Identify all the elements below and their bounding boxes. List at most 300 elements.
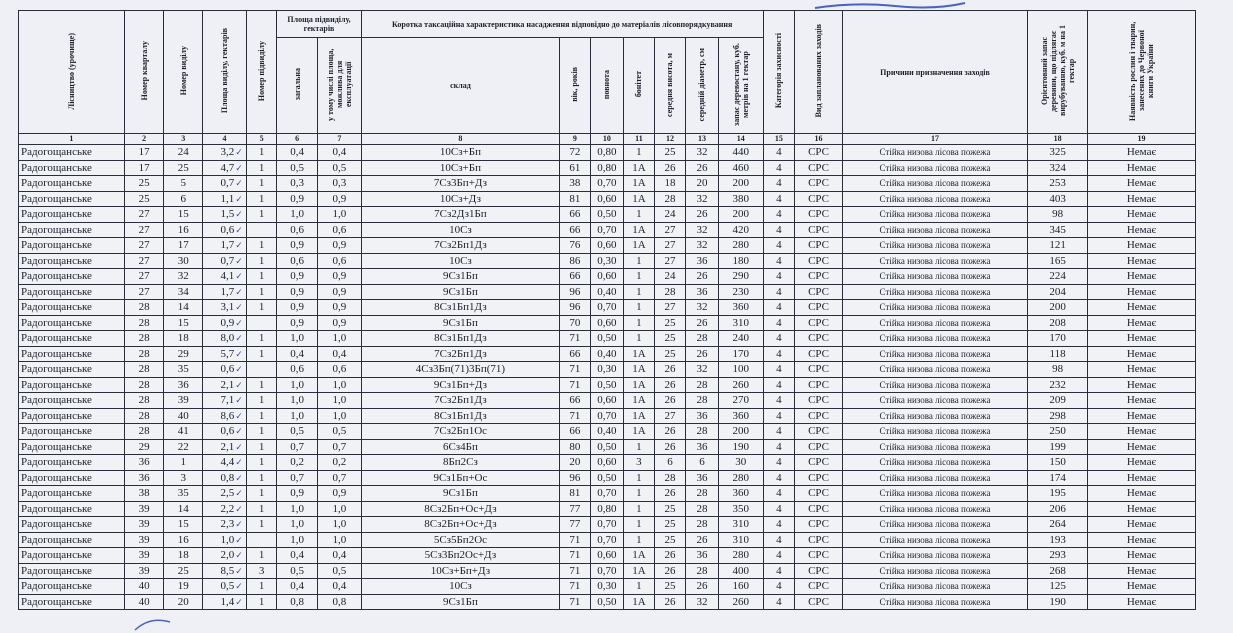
cell-age: 71	[560, 579, 591, 595]
check-mark-icon: ✓	[235, 519, 243, 530]
check-mark-icon: ✓	[235, 271, 243, 282]
cell-composition: 10Сз+Бп	[361, 160, 559, 176]
cell-mean-diameter: 32	[686, 300, 719, 316]
cell-forestry: Радогощанське	[19, 563, 125, 579]
table-row	[19, 269, 1196, 285]
cell-measure: СРС	[795, 393, 843, 409]
cell-sub-area-usable: 0,9	[318, 284, 362, 300]
cell-stock: 190	[718, 439, 763, 455]
cell-compartment: 25	[164, 160, 203, 176]
table-row	[19, 191, 1196, 207]
cell-mean-diameter: 32	[686, 191, 719, 207]
cell-forestry: Радогощанське	[19, 424, 125, 440]
cell-sub-area-total: 0,9	[277, 315, 318, 331]
cell-approx-stock: 206	[1028, 501, 1088, 517]
cell-compartment: 20	[164, 594, 203, 610]
check-mark-icon: ✓	[235, 395, 243, 406]
cell-sub-area-usable: 0,9	[318, 300, 362, 316]
cell-bonitet: 1А	[624, 160, 655, 176]
cell-quarter: 39	[124, 517, 164, 533]
cell-approx-stock: 199	[1028, 439, 1088, 455]
cell-mean-height: 24	[654, 207, 686, 223]
area-value: 8,0	[220, 332, 235, 345]
cell-subcompartment: 1	[246, 579, 277, 595]
cell-composition: 7Сз2Бп1Дз	[361, 393, 559, 409]
cell-compartment: 29	[164, 346, 203, 362]
cell-composition: 8Сз2Бп+Ос+Дз	[361, 501, 559, 517]
column-number: 16	[795, 134, 843, 145]
cell-compartment: 41	[164, 424, 203, 440]
cell-sub-area-usable: 0,5	[318, 563, 362, 579]
check-mark-icon: ✓	[235, 348, 243, 359]
cell-mean-diameter: 36	[686, 408, 719, 424]
col-header-compartment: Номер виділу	[164, 11, 203, 134]
cell-protection-category: 4	[763, 176, 795, 192]
cell-bonitet: 1	[624, 253, 655, 269]
check-mark-icon: ✓	[235, 147, 243, 158]
cell-composition: 7Сз2Бп1Ос	[361, 424, 559, 440]
cell-compartment: 5	[164, 176, 203, 192]
cell-mean-diameter: 36	[686, 548, 719, 564]
cell-age: 77	[560, 517, 591, 533]
cell-reason: Стійка низова лісова пожежа	[842, 145, 1027, 161]
cell-stock: 460	[718, 160, 763, 176]
cell-mean-diameter: 26	[686, 315, 719, 331]
cell-subcompartment: 1	[246, 408, 277, 424]
area-value: 2,1	[220, 440, 235, 453]
cell-mean-height: 24	[654, 269, 686, 285]
cell-approx-stock: 253	[1028, 176, 1088, 192]
cell-protection-category: 4	[763, 191, 795, 207]
cell-bonitet: 1	[624, 300, 655, 316]
area-value: 4,1	[220, 270, 235, 283]
cell-approx-stock: 298	[1028, 408, 1088, 424]
cell-mean-height: 25	[654, 315, 686, 331]
cell-quarter: 17	[124, 160, 164, 176]
check-mark-icon: ✓	[235, 503, 243, 514]
column-number: 7	[318, 134, 362, 145]
cell-mean-height: 26	[654, 424, 686, 440]
cell-sub-area-total: 0,4	[277, 548, 318, 564]
cell-age: 77	[560, 501, 591, 517]
cell-subcompartment: 1	[246, 501, 277, 517]
cell-sub-area-usable: 1,0	[318, 377, 362, 393]
column-number: 9	[560, 134, 591, 145]
col-header-mean-height: середня висота, м	[654, 38, 686, 134]
cell-compartment: 1	[164, 455, 203, 471]
cell-sub-area-total: 0,4	[277, 346, 318, 362]
cell-subcompartment: 1	[246, 176, 277, 192]
cell-reason: Стійка низова лісова пожежа	[842, 362, 1027, 378]
cell-composition: 7Сз2Бп1Дз	[361, 238, 559, 254]
cell-age: 71	[560, 377, 591, 393]
table-row	[19, 408, 1196, 424]
cell-reason: Стійка низова лісова пожежа	[842, 238, 1027, 254]
cell-forestry: Радогощанське	[19, 377, 125, 393]
cell-forestry: Радогощанське	[19, 176, 125, 192]
cell-approx-stock: 209	[1028, 393, 1088, 409]
cell-mean-height: 6	[654, 455, 686, 471]
cell-mean-diameter: 32	[686, 222, 719, 238]
cell-age: 66	[560, 424, 591, 440]
cell-density: 0,30	[590, 253, 624, 269]
col-header-planned-measures: Вид запланованих заходів	[795, 11, 843, 134]
cell-approx-stock: 125	[1028, 579, 1088, 595]
area-value: 0,6	[220, 223, 235, 236]
cell-sub-area-total: 0,6	[277, 253, 318, 269]
cell-density: 0,60	[590, 548, 624, 564]
cell-density: 0,70	[590, 300, 624, 316]
cell-area	[203, 424, 247, 440]
cell-sub-area-usable: 0,9	[318, 191, 362, 207]
cell-quarter: 27	[124, 238, 164, 254]
cell-bonitet: 1	[624, 331, 655, 347]
cell-reason: Стійка низова лісова пожежа	[842, 253, 1027, 269]
cell-bonitet: 1	[624, 532, 655, 548]
cell-sub-area-usable: 0,2	[318, 455, 362, 471]
table-row	[19, 315, 1196, 331]
cell-mean-height: 25	[654, 517, 686, 533]
column-number: 15	[763, 134, 795, 145]
cell-compartment: 6	[164, 191, 203, 207]
cell-composition: 9Сз1Бп	[361, 284, 559, 300]
cell-subcompartment: 1	[246, 548, 277, 564]
cell-bonitet: 1А	[624, 408, 655, 424]
cell-forestry: Радогощанське	[19, 253, 125, 269]
cell-quarter: 28	[124, 393, 164, 409]
cell-area	[203, 284, 247, 300]
cell-density: 0,50	[590, 470, 624, 486]
cell-mean-height: 28	[654, 284, 686, 300]
cell-forestry: Радогощанське	[19, 408, 125, 424]
check-mark-icon: ✓	[235, 426, 243, 437]
cell-protection-category: 4	[763, 160, 795, 176]
cell-bonitet: 1А	[624, 594, 655, 610]
cell-reason: Стійка низова лісова пожежа	[842, 269, 1027, 285]
cell-measure: СРС	[795, 331, 843, 347]
column-number: 18	[1028, 134, 1088, 145]
cell-stock: 200	[718, 424, 763, 440]
cell-forestry: Радогощанське	[19, 191, 125, 207]
cell-mean-diameter: 28	[686, 331, 719, 347]
area-value: 1,1	[220, 192, 235, 205]
cell-bonitet: 1	[624, 145, 655, 161]
cell-quarter: 17	[124, 145, 164, 161]
cell-approx-stock: 293	[1028, 548, 1088, 564]
cell-compartment: 35	[164, 362, 203, 378]
cell-protection-category: 4	[763, 579, 795, 595]
column-number: 3	[164, 134, 203, 145]
cell-age: 96	[560, 300, 591, 316]
table-row	[19, 160, 1196, 176]
cell-area	[203, 176, 247, 192]
cell-sub-area-total: 0,9	[277, 486, 318, 502]
cell-forestry: Радогощанське	[19, 548, 125, 564]
cell-area	[203, 517, 247, 533]
cell-sub-area-total: 0,8	[277, 594, 318, 610]
cell-mean-diameter: 32	[686, 238, 719, 254]
cell-mean-height: 18	[654, 176, 686, 192]
cell-mean-diameter: 28	[686, 424, 719, 440]
col-header-approx-stock: Орієнтовний запас деревини, що підлягає вирубуванню, куб. м на 1 гектар	[1028, 11, 1088, 134]
cell-density: 0,80	[590, 160, 624, 176]
cell-mean-diameter: 26	[686, 160, 719, 176]
cell-reason: Стійка низова лісова пожежа	[842, 548, 1027, 564]
cell-stock: 280	[718, 470, 763, 486]
cell-forestry: Радогощанське	[19, 346, 125, 362]
column-number: 19	[1088, 134, 1196, 145]
cell-measure: СРС	[795, 470, 843, 486]
check-mark-icon: ✓	[235, 472, 243, 483]
cell-protection-category: 4	[763, 470, 795, 486]
cell-sub-area-total: 1,0	[277, 377, 318, 393]
cell-bonitet: 1А	[624, 238, 655, 254]
cell-area	[203, 579, 247, 595]
cell-sub-area-total: 0,9	[277, 284, 318, 300]
cell-measure: СРС	[795, 532, 843, 548]
cell-reason: Стійка низова лісова пожежа	[842, 501, 1027, 517]
cell-bonitet: 1А	[624, 424, 655, 440]
cell-mean-diameter: 32	[686, 145, 719, 161]
col-header-sub-area-total: загальна	[277, 38, 318, 134]
cell-compartment: 15	[164, 315, 203, 331]
cell-measure: СРС	[795, 238, 843, 254]
area-value: 2,0	[220, 549, 235, 562]
cell-reason: Стійка низова лісова пожежа	[842, 284, 1027, 300]
cell-bonitet: 1А	[624, 393, 655, 409]
cell-mean-height: 27	[654, 238, 686, 254]
cell-composition: 8Сз1Бп1Дз	[361, 331, 559, 347]
cell-age: 71	[560, 408, 591, 424]
area-value: 0,6	[220, 425, 235, 438]
check-mark-icon: ✓	[235, 255, 243, 266]
cell-measure: СРС	[795, 269, 843, 285]
cell-protection-category: 4	[763, 532, 795, 548]
area-value: 2,1	[220, 378, 235, 391]
col-header-mean-diameter: середній діаметр, см	[686, 38, 719, 134]
cell-approx-stock: 268	[1028, 563, 1088, 579]
cell-sub-area-total: 0,2	[277, 455, 318, 471]
cell-stock: 310	[718, 517, 763, 533]
cell-density: 0,30	[590, 362, 624, 378]
cell-quarter: 27	[124, 269, 164, 285]
cell-stock: 180	[718, 253, 763, 269]
cell-density: 0,70	[590, 408, 624, 424]
cell-compartment: 15	[164, 207, 203, 223]
cell-density: 0,50	[590, 594, 624, 610]
cell-quarter: 27	[124, 222, 164, 238]
cell-quarter: 28	[124, 362, 164, 378]
cell-mean-height: 25	[654, 346, 686, 362]
cell-stock: 100	[718, 362, 763, 378]
cell-approx-stock: 190	[1028, 594, 1088, 610]
area-value: 2,3	[220, 518, 235, 531]
cell-mean-diameter: 20	[686, 176, 719, 192]
cell-area	[203, 439, 247, 455]
cell-area	[203, 548, 247, 564]
cell-red-book: Немає	[1088, 486, 1196, 502]
cell-forestry: Радогощанське	[19, 501, 125, 517]
cell-sub-area-total: 0,4	[277, 579, 318, 595]
cell-mean-height: 25	[654, 145, 686, 161]
area-value: 7,1	[220, 394, 235, 407]
column-number: 17	[842, 134, 1027, 145]
cell-bonitet: 1А	[624, 362, 655, 378]
cell-approx-stock: 170	[1028, 331, 1088, 347]
cell-protection-category: 4	[763, 207, 795, 223]
cell-forestry: Радогощанське	[19, 284, 125, 300]
col-header-density: повнота	[590, 38, 624, 134]
table-row	[19, 424, 1196, 440]
cell-reason: Стійка низова лісова пожежа	[842, 207, 1027, 223]
cell-compartment: 18	[164, 548, 203, 564]
cell-composition: 4Сз3Бп(71)3Бп(71)	[361, 362, 559, 378]
cell-quarter: 28	[124, 300, 164, 316]
cell-mean-diameter: 28	[686, 393, 719, 409]
cell-subcompartment: 1	[246, 207, 277, 223]
cell-subcompartment	[246, 222, 277, 238]
cell-quarter: 39	[124, 532, 164, 548]
area-value: 1,4	[220, 595, 235, 608]
cell-forestry: Радогощанське	[19, 269, 125, 285]
cell-protection-category: 4	[763, 145, 795, 161]
cell-red-book: Немає	[1088, 439, 1196, 455]
column-number: 4	[203, 134, 247, 145]
cell-age: 71	[560, 594, 591, 610]
cell-reason: Стійка низова лісова пожежа	[842, 377, 1027, 393]
cell-density: 0,50	[590, 331, 624, 347]
cell-area	[203, 191, 247, 207]
cell-subcompartment: 1	[246, 145, 277, 161]
cell-approx-stock: 98	[1028, 362, 1088, 378]
cell-quarter: 36	[124, 455, 164, 471]
cell-quarter: 40	[124, 594, 164, 610]
cell-red-book: Немає	[1088, 408, 1196, 424]
cell-reason: Стійка низова лісова пожежа	[842, 408, 1027, 424]
cell-measure: СРС	[795, 207, 843, 223]
cell-area	[203, 501, 247, 517]
cell-quarter: 28	[124, 408, 164, 424]
cell-mean-diameter: 36	[686, 470, 719, 486]
check-mark-icon: ✓	[235, 317, 243, 328]
cell-stock: 280	[718, 238, 763, 254]
cell-reason: Стійка низова лісова пожежа	[842, 331, 1027, 347]
cell-density: 0,70	[590, 517, 624, 533]
cell-stock: 440	[718, 145, 763, 161]
cell-sub-area-usable: 1,0	[318, 393, 362, 409]
cell-stock: 290	[718, 269, 763, 285]
cell-sub-area-usable: 0,6	[318, 222, 362, 238]
cell-stock: 170	[718, 346, 763, 362]
cell-subcompartment: 1	[246, 594, 277, 610]
cell-red-book: Немає	[1088, 594, 1196, 610]
cell-sub-area-total: 0,6	[277, 362, 318, 378]
cell-sub-area-usable: 1,0	[318, 517, 362, 533]
cell-age: 80	[560, 439, 591, 455]
cell-approx-stock: 224	[1028, 269, 1088, 285]
cell-red-book: Немає	[1088, 579, 1196, 595]
table-row	[19, 579, 1196, 595]
cell-subcompartment: 1	[246, 160, 277, 176]
cell-subcompartment: 1	[246, 331, 277, 347]
cell-red-book: Немає	[1088, 315, 1196, 331]
cell-protection-category: 4	[763, 300, 795, 316]
cell-red-book: Немає	[1088, 207, 1196, 223]
cell-sub-area-total: 1,0	[277, 532, 318, 548]
col-header-taxation-group: Коротка таксаційна характеристика насадження відповідно до матеріалів лісовпорядкування	[361, 11, 763, 38]
cell-subcompartment: 1	[246, 424, 277, 440]
cell-measure: СРС	[795, 222, 843, 238]
cell-stock: 30	[718, 455, 763, 471]
cell-subcompartment: 1	[246, 284, 277, 300]
cell-density: 0,80	[590, 501, 624, 517]
cell-mean-diameter: 26	[686, 269, 719, 285]
cell-quarter: 28	[124, 377, 164, 393]
cell-mean-diameter: 32	[686, 594, 719, 610]
cell-age: 71	[560, 362, 591, 378]
cell-composition: 10Сз+Бп	[361, 145, 559, 161]
check-mark-icon: ✓	[235, 302, 243, 313]
cell-subcompartment: 1	[246, 377, 277, 393]
cell-mean-diameter: 36	[686, 253, 719, 269]
cell-quarter: 28	[124, 424, 164, 440]
check-mark-icon: ✓	[235, 534, 243, 545]
table-row	[19, 486, 1196, 502]
cell-reason: Стійка низова лісова пожежа	[842, 470, 1027, 486]
cell-area	[203, 346, 247, 362]
cell-approx-stock: 264	[1028, 517, 1088, 533]
table-row	[19, 517, 1196, 533]
cell-red-book: Немає	[1088, 222, 1196, 238]
cell-bonitet: 1	[624, 315, 655, 331]
table-row	[19, 331, 1196, 347]
cell-stock: 350	[718, 501, 763, 517]
cell-measure: СРС	[795, 284, 843, 300]
cell-reason: Стійка низова лісова пожежа	[842, 532, 1027, 548]
cell-area	[203, 455, 247, 471]
cell-measure: СРС	[795, 548, 843, 564]
cell-sub-area-usable: 0,9	[318, 315, 362, 331]
cell-composition: 8Бп2Сз	[361, 455, 559, 471]
cell-age: 86	[560, 253, 591, 269]
cell-quarter: 27	[124, 284, 164, 300]
cell-sub-area-usable: 0,9	[318, 486, 362, 502]
cell-compartment: 17	[164, 238, 203, 254]
table-row	[19, 145, 1196, 161]
cell-approx-stock: 165	[1028, 253, 1088, 269]
cell-subcompartment: 1	[246, 455, 277, 471]
cell-quarter: 27	[124, 207, 164, 223]
cell-age: 96	[560, 284, 591, 300]
area-value: 0,7	[220, 177, 235, 190]
cell-sub-area-total: 0,9	[277, 269, 318, 285]
cell-density: 0,70	[590, 532, 624, 548]
table-row	[19, 470, 1196, 486]
cell-subcompartment: 1	[246, 393, 277, 409]
cell-age: 66	[560, 393, 591, 409]
cell-measure: СРС	[795, 300, 843, 316]
cell-density: 0,60	[590, 315, 624, 331]
cell-protection-category: 4	[763, 269, 795, 285]
cell-reason: Стійка низова лісова пожежа	[842, 486, 1027, 502]
check-mark-icon: ✓	[235, 178, 243, 189]
cell-reason: Стійка низова лісова пожежа	[842, 160, 1027, 176]
cell-sub-area-total: 0,4	[277, 145, 318, 161]
check-mark-icon: ✓	[235, 209, 243, 220]
cell-stock: 360	[718, 408, 763, 424]
cell-area	[203, 563, 247, 579]
cell-measure: СРС	[795, 439, 843, 455]
